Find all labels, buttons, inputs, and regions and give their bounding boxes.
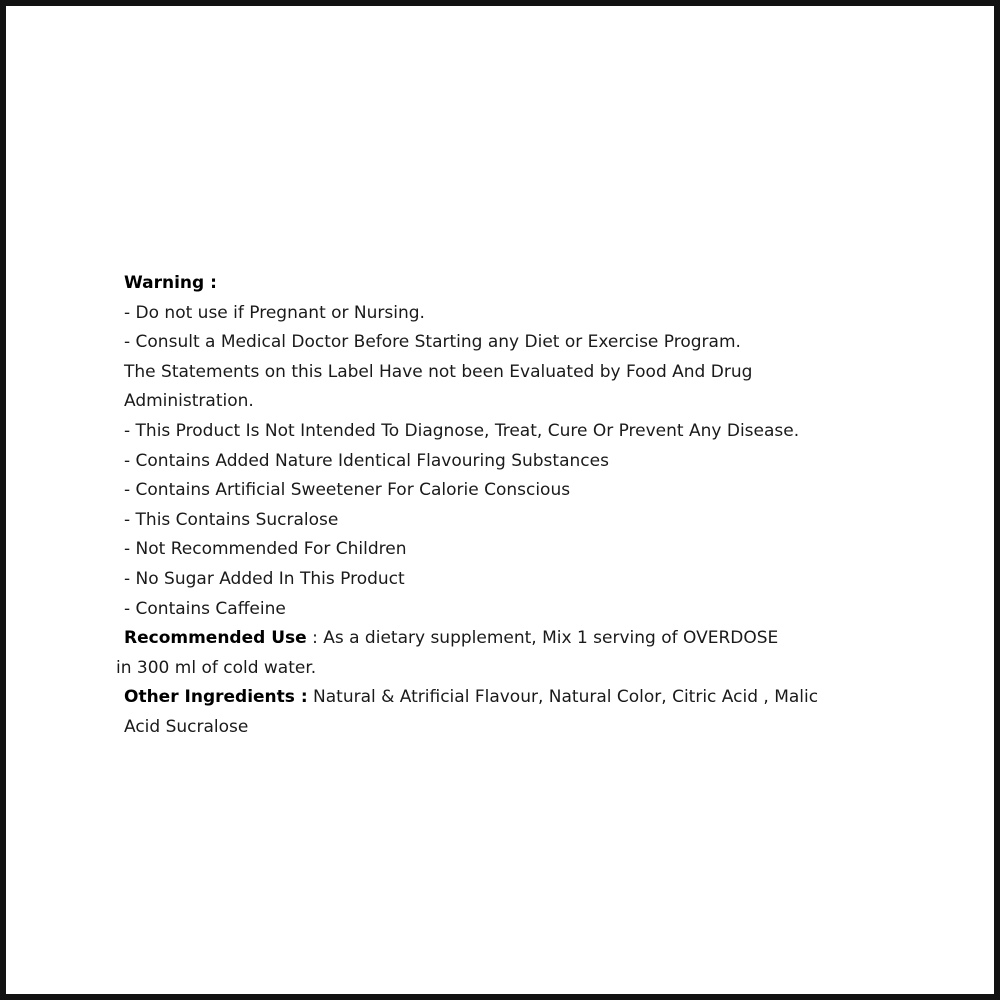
warning-line: - No Sugar Added In This Product (124, 568, 405, 589)
recommended-use-line (124, 624, 924, 654)
warning-line: - This Product Is Not Intended To Diagnose, Treat, Cure Or Prevent Any Disease. (124, 420, 800, 441)
warning-line: Administration. (124, 391, 254, 412)
other-ingredients-text-continued: Acid Sucralose (124, 716, 249, 737)
other-ingredients-heading: Other Ingredients : (124, 687, 308, 708)
recommended-use-text: : As a dietary supplement, Mix 1 serving of OVERDOSE (306, 628, 779, 649)
warning-line: - Contains Artificial Sweetener For Calorie Conscious (124, 480, 571, 501)
other-ingredients-line (124, 683, 924, 713)
warning-heading: Warning : (124, 273, 217, 293)
warning-line: - Contains Added Nature Identical Flavouring Substances (124, 450, 609, 471)
warning-line: - Contains Caffeine (124, 598, 286, 619)
recommended-use-heading: Recommended Use (124, 628, 307, 649)
warning-line: - Not Recommended For Children (124, 539, 407, 560)
warning-line: - Consult a Medical Doctor Before Starting any Diet or Exercise Program. (124, 332, 741, 353)
other-ingredients-text: Natural & Atrificial Flavour, Natural Color, Citric Acid , Malic (307, 687, 819, 708)
warning-line: - Do not use if Pregnant or Nursing. (124, 302, 425, 323)
warning-line: - This Contains Sucralose (124, 509, 339, 530)
label-text-block (116, 269, 924, 743)
recommended-use-text-continued: in 300 ml of cold water. (116, 657, 317, 678)
warning-line: The Statements on this Label Have not been Evaluated by Food And Drug (124, 361, 753, 382)
